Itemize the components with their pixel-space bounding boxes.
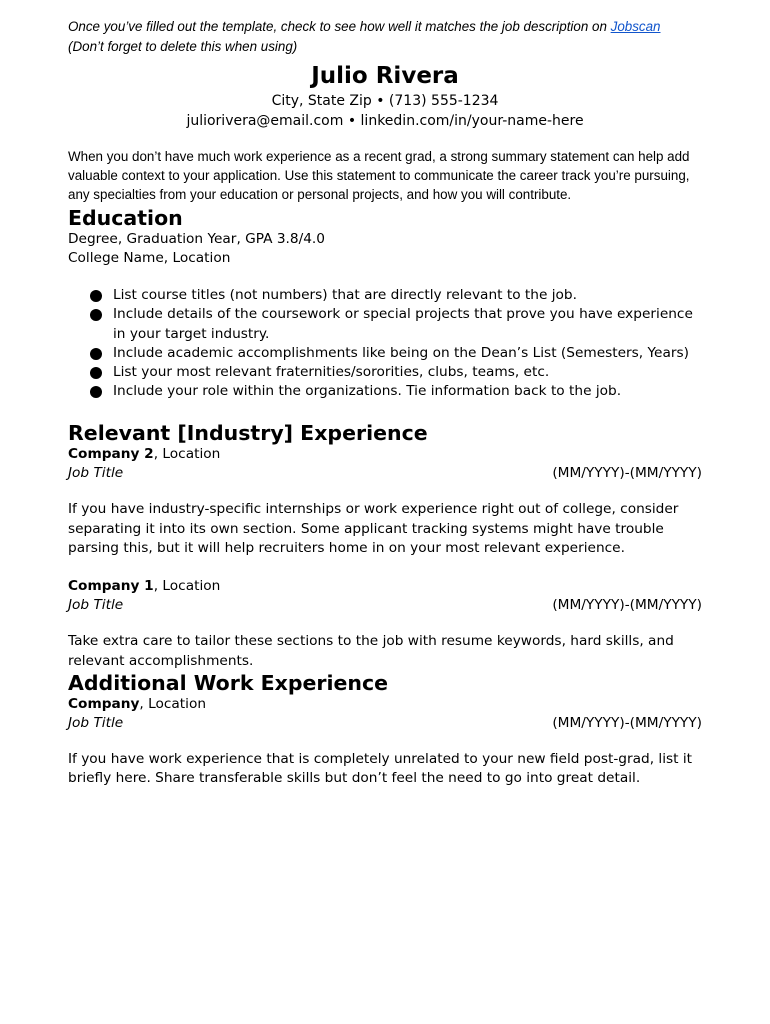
contact-line-address: City, State Zip • (713) 555-1234 — [271, 93, 499, 109]
job-description: If you have industry-specific internships or work experience right out of college, consider separating it into its own section. Some applicant tracking systems might have trouble parsing this, but it will help recruiters home in on your most relevant experience. — [68, 501, 679, 557]
job-company-line — [68, 695, 702, 714]
bullet-icon — [90, 367, 102, 379]
job-company-line — [68, 577, 702, 596]
list-item — [68, 305, 702, 343]
education-degree: Degree, Graduation Year, GPA 3.8/4.0 — [68, 230, 325, 247]
company-location: , Location — [153, 446, 221, 463]
job-dates: (MM/YYYY)-(MM/YYYY) — [552, 597, 702, 614]
bullet-icon — [90, 386, 102, 398]
candidate-name: Julio Rivera — [311, 63, 459, 89]
job-description: Take extra care to tailor these sections to the job with resume keywords, hard skills, and relevant accomplishments. — [68, 633, 674, 669]
template-note-line2: (Don’t forget to delete this when using) — [68, 39, 298, 54]
job-company-line — [68, 445, 702, 464]
company-name: Company — [68, 695, 140, 712]
job-title-row — [68, 596, 702, 615]
list-item-text: List course titles (not numbers) that are directly relevant to the job. — [113, 287, 577, 304]
list-item — [68, 286, 702, 305]
education-college: College Name, Location — [68, 249, 231, 266]
list-item — [68, 363, 702, 382]
company-name: Company 2 — [68, 446, 154, 463]
education-bullet-list — [68, 286, 702, 401]
list-item-text: Include your role within the organizations. Tie information back to the job. — [113, 383, 622, 400]
job-dates: (MM/YYYY)-(MM/YYYY) — [552, 465, 702, 482]
resume-header — [68, 61, 702, 131]
job-title: Job Title — [68, 465, 124, 482]
summary-statement: When you don’t have much work experience as a recent grad, a strong summary statement can help add valuable context to your application. Use this statement to communicate the career track you’re pursuing, any specialties from your education or personal projects, and how you will contribute. — [68, 149, 690, 203]
bullet-icon — [90, 309, 102, 321]
relevant-experience-heading: Relevant [Industry] Experience — [68, 421, 428, 446]
bullet-icon — [90, 290, 102, 302]
resume-content — [68, 0, 702, 789]
bullet-icon — [90, 348, 102, 360]
job-title: Job Title — [68, 597, 124, 614]
job-dates: (MM/YYYY)-(MM/YYYY) — [552, 714, 702, 731]
jobscan-link[interactable]: Jobscan — [610, 19, 661, 34]
list-item-text: List your most relevant fraternities/sororities, clubs, teams, etc. — [113, 364, 550, 381]
template-note-line1 — [68, 17, 702, 37]
job-title-row — [68, 714, 702, 733]
template-note — [68, 17, 702, 57]
company-location: , Location — [153, 578, 221, 595]
list-item-text: Include details of the coursework or special projects that prove you have experience in your target industry. — [113, 306, 693, 342]
template-note-text: Once you’ve filled out the template, check to see how well it matches the job description on — [68, 19, 611, 34]
company-location: , Location — [139, 695, 207, 712]
list-item — [68, 382, 702, 401]
job-title: Job Title — [68, 714, 124, 731]
list-item — [68, 344, 702, 363]
list-item-text: Include academic accomplishments like being on the Dean’s List (Semesters, Years) — [113, 344, 689, 361]
company-name: Company 1 — [68, 578, 154, 595]
education-heading: Education — [68, 205, 183, 230]
additional-experience-heading: Additional Work Experience — [68, 670, 389, 695]
job-description: If you have work experience that is completely unrelated to your new field post-grad, list it briefly here. Share transferable skills but don’t feel the need to go into great detail. — [68, 750, 693, 787]
contact-line-email: juliorivera@email.com • linkedin.com/in/your-name-here — [186, 113, 584, 129]
job-title-row — [68, 464, 702, 483]
